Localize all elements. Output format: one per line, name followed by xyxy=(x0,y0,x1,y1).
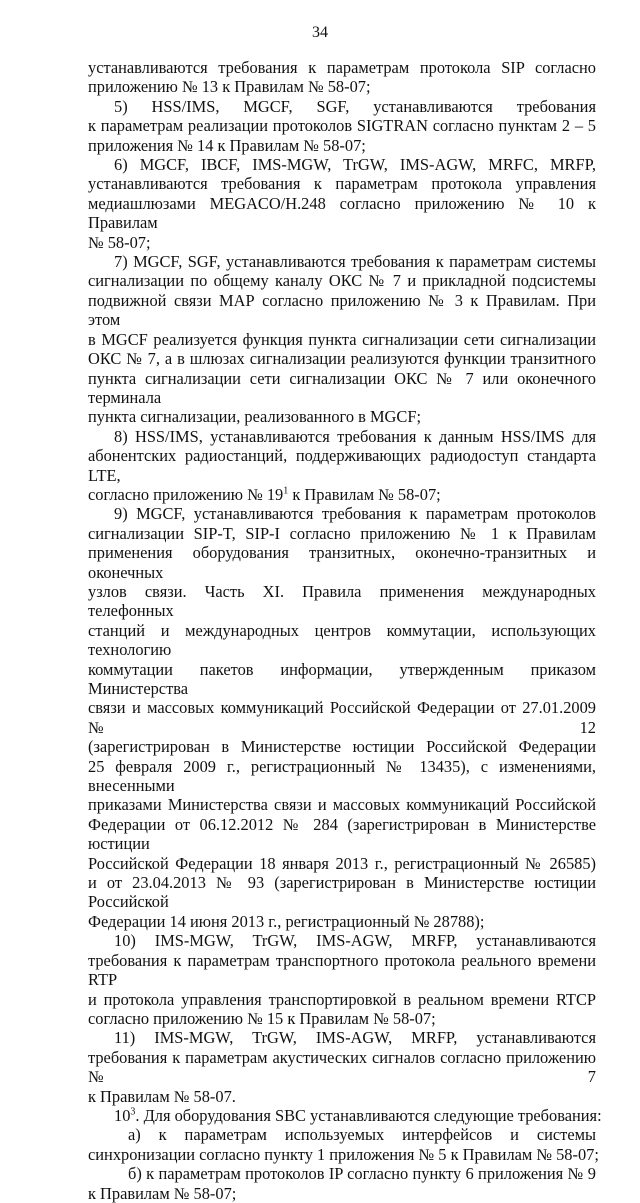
text-line xyxy=(88,427,596,446)
text-line xyxy=(88,233,596,252)
text-line xyxy=(88,543,596,582)
line-text: к параметрам реализации протоколов SIGTRAN согласно пунктам 2 – 5 xyxy=(88,116,596,136)
line-text-after: к Правилам № 58-07; xyxy=(288,484,441,504)
text-line xyxy=(88,524,596,543)
line-text: связи и массовых коммуникаций Российской Федерации от 27.01.2009 № 12 xyxy=(88,698,596,737)
text-line xyxy=(88,504,596,523)
text-line xyxy=(88,271,596,290)
line-text: ОКС № 7, а в шлюзах сигнализации реализуются функции транзитного xyxy=(88,349,596,369)
line-text: и протокола управления транспортировкой в реальном времени RTCP xyxy=(88,989,596,1009)
line-text: подвижной связи МАР согласно приложению № 3 к Правилам. При этом xyxy=(88,290,596,330)
line-text: согласно приложению № 15 к Правилам № 58-07; xyxy=(88,1008,436,1028)
text-line xyxy=(88,815,596,854)
text-line xyxy=(88,621,596,660)
text-line xyxy=(88,660,596,699)
text-line xyxy=(88,1164,596,1183)
text-line xyxy=(88,291,596,330)
text-line xyxy=(88,912,596,931)
text-line xyxy=(88,1125,596,1144)
page-number: 34 xyxy=(312,24,328,41)
line-text: коммутации пакетов информации, утвержденным приказом Министерства xyxy=(88,659,596,698)
text-line xyxy=(88,990,596,1009)
line-text: сигнализации SIP-T, SIP-I согласно приложению № 1 к Правилам xyxy=(88,523,596,543)
line-text: (зарегистрирован в Министерстве юстиции Российской Федерации xyxy=(88,737,596,757)
line-text: к Правилам № 58-07. xyxy=(88,1086,236,1106)
line-text: 7) MGCF, SGF, устанавливаются требования к параметрам системы xyxy=(114,252,596,272)
text-line xyxy=(88,1028,596,1047)
text-line xyxy=(88,795,596,814)
text-line xyxy=(88,931,596,950)
line-text: узлов связи. Часть XI. Правила применения международных телефонных xyxy=(88,581,596,621)
line-text: 8) HSS/IMS, устанавливаются требования к данным HSS/IMS для xyxy=(114,426,596,446)
text-line xyxy=(88,446,596,485)
text-line xyxy=(88,97,596,116)
line-text: приложению № 13 к Правилам № 58-07; xyxy=(88,77,371,97)
line-text: Российской Федерации 18 января 2013 г., регистрационный № 26585) xyxy=(88,853,596,873)
text-line xyxy=(88,757,596,796)
line-text: а) к параметрам используемых интерфейсов и системы xyxy=(128,1125,596,1145)
text-line xyxy=(88,369,596,408)
line-text: б) к параметрам протоколов IP согласно пункту 6 приложения № 9 xyxy=(128,1164,596,1184)
text-line xyxy=(88,485,596,504)
line-text: в MGCF реализуется функция пункта сигнализации сети сигнализации xyxy=(88,329,596,349)
text-line xyxy=(88,330,596,349)
line-text: пункта сигнализации, реализованного в MGCF; xyxy=(88,407,421,427)
text-line xyxy=(88,737,596,756)
line-text: устанавливаются требования к параметрам протокола управления xyxy=(88,174,596,194)
line-text: пункта сигнализации сети сигнализации ОКС № 7 или оконечного терминала xyxy=(88,368,596,407)
line-text: 6) MGCF, IBCF, IMS-MGW, TrGW, IMS-AGW, MRFC, MRFP, xyxy=(114,155,596,175)
text-line xyxy=(88,349,596,368)
text-line xyxy=(88,252,596,271)
text-line xyxy=(88,116,596,135)
text-line xyxy=(88,1184,596,1203)
line-text: устанавливаются требования к параметрам протокола SIP согласно xyxy=(88,58,596,77)
text-line xyxy=(88,194,596,233)
line-text: станций и международных центров коммутации, использующих технологию xyxy=(88,620,596,660)
text-line xyxy=(88,698,596,737)
line-text: приказами Министерства связи и массовых коммуникаций Российской xyxy=(88,795,596,815)
line-text: 25 февраля 2009 г., регистрационный № 13435), с изменениями, внесенными xyxy=(88,756,596,796)
text-line xyxy=(88,174,596,193)
document-body xyxy=(88,58,602,1203)
line-text: № 58-07; xyxy=(88,232,151,252)
line-text: Федерации 14 июня 2013 г., регистрационный № 28788); xyxy=(88,911,485,931)
text-line xyxy=(88,951,596,990)
text-line xyxy=(88,77,596,96)
line-text: 11) IMS-MGW, TrGW, IMS-AGW, MRFP, устанавливаются xyxy=(114,1028,596,1048)
line-text: требования к параметрам транспортного протокола реального времени RTP xyxy=(88,950,596,990)
text-line xyxy=(88,58,596,77)
line-text: приложения № 14 к Правилам № 58-07; xyxy=(88,135,366,155)
line-text: Федерации от 06.12.2012 № 284 (зарегистрирован в Министерстве юстиции xyxy=(88,814,596,854)
line-text-after: . Для оборудования SBC устанавливаются следующие требования: xyxy=(135,1105,602,1125)
text-line xyxy=(88,582,596,621)
line-text: 10 xyxy=(114,1105,131,1125)
line-text: абонентских радиостанций, поддерживающих радиодоступ стандарта LTE, xyxy=(88,446,596,485)
line-text: медиашлюзами MEGACO/H.248 согласно приложению № 10 к Правилам xyxy=(88,193,596,233)
text-line xyxy=(88,1048,596,1087)
line-text: применения оборудования транзитных, оконечно-транзитных и оконечных xyxy=(88,543,596,582)
line-text: 9) MGCF, устанавливаются требования к параметрам протоколов xyxy=(114,504,596,524)
text-line xyxy=(88,407,596,426)
text-line xyxy=(88,1087,596,1106)
text-line xyxy=(88,155,596,174)
text-line xyxy=(88,136,596,155)
text-line xyxy=(88,1144,599,1164)
text-line xyxy=(88,854,596,873)
line-text: синхронизации согласно пункту 1 приложения № 5 к Правилам № 58-07; xyxy=(88,1144,599,1164)
line-text: к Правилам № 58-07; xyxy=(88,1183,237,1203)
text-line xyxy=(88,1009,596,1028)
line-text: требования к параметрам акустических сигналов согласно приложению № 7 xyxy=(88,1047,596,1087)
line-text: и от 23.04.2013 № 93 (зарегистрирован в Министерстве юстиции Российской xyxy=(88,873,596,912)
line-text: согласно приложению № 19 xyxy=(88,484,284,504)
line-text: 5) HSS/IMS, MGCF, SGF, устанавливаются требования xyxy=(114,96,596,116)
text-line xyxy=(88,873,596,912)
superscript: 3 xyxy=(130,1106,136,1118)
text-line xyxy=(88,1105,602,1125)
line-text: 10) IMS-MGW, TrGW, IMS-AGW, MRFP, устанавливаются xyxy=(114,931,596,951)
superscript: 1 xyxy=(283,485,289,497)
line-text: сигнализации по общему каналу ОКС № 7 и прикладной подсистемы xyxy=(88,271,596,291)
